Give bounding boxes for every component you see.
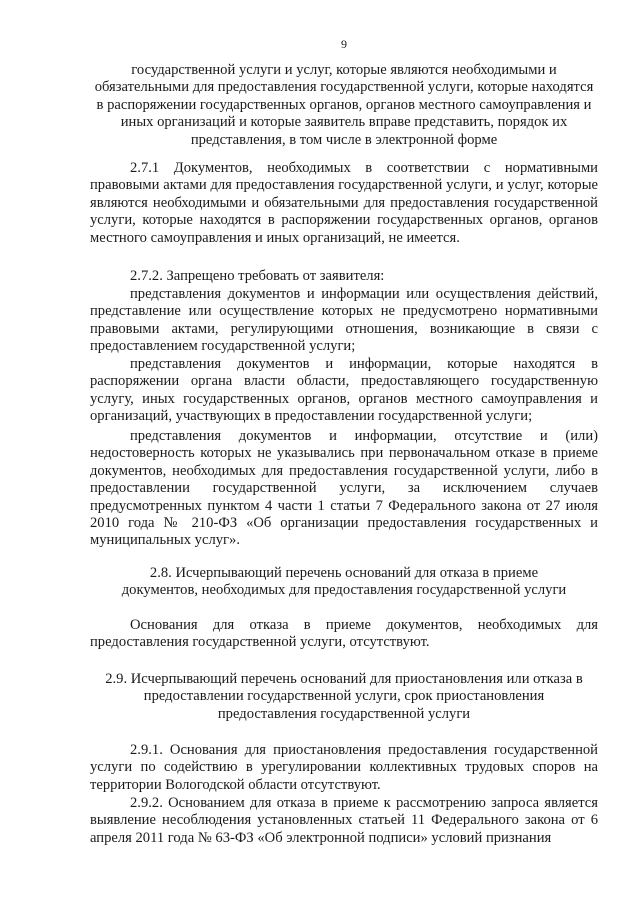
section-heading-2-9 (90, 671, 598, 723)
paragraph-2-7-2: 2.7.2. Запрещено требовать от заявителя: (130, 268, 385, 284)
page-number: 9 (341, 37, 347, 51)
section-heading-2-9-line-1: 2.9. Исчерпывающий перечень оснований для приостановления или отказа в (105, 671, 583, 687)
paragraph-2-9-2: 2.9.2. Основанием для отказа в приеме к рассмотрению запроса является выявление несоблюдения установленных статьей 11 Федерального закона от 6 апреля 2011 года № 63-ФЗ «Об электронной подписи» условий признания (90, 795, 598, 846)
section-heading-2-9-line-2: предоставлении государственной услуги, срок приостановления (143, 688, 545, 705)
paragraph-2-9-1: 2.9.1. Основания для приостановления предоставления государственной услуги по содействию в урегулировании коллективных трудовых споров на территории Вологодской области отсутствуют. (90, 742, 598, 793)
prohibited-requirement-2: представления документов и информации, которые находятся в распоряжении органа власти области, предоставляющего государственную услугу, иных государственных органов, органов местного самоуправления и организаций, участвующих в предоставлении государственной услуги; (90, 356, 598, 425)
prohibited-requirement-1: представления документов и информации или осуществления действий, представление или осуществление которых не предусмотрено нормативными правовыми актами, регулирующими отношения, возникающие в связи с предоставлением государственной услуги; (90, 286, 598, 355)
intro-paragraph: государственной услуги и услуг, которые являются необходимыми и обязательными для предоставления государственной услуги, которые находятся в распоряжении государственных органов, органов местного самоуправления и иных организаций и которые заявитель вправе представить, порядок их представления, в том числе в электронной форме (94, 62, 594, 148)
paragraph-2-8-body: Основания для отказа в приеме документов, необходимых для предоставления государственной услуги, отсутствуют. (90, 617, 598, 651)
section-heading-2-9-line-3: предоставления государственной услуги (217, 705, 471, 722)
prohibited-requirement-3: представления документов и информации, отсутствие и (или) недостоверность которых не указывались при первоначальном отказе в приеме документов, необходимых для предоставления государственной услуги, либо в предоставлении государственной услуги, за исключением случаев предусмотренных пунктом 4 части 1 статьи 7 Федерального закона от 27 июля 2010 года № 210-ФЗ «Об организации предоставления государственных и муниципальных услуг». (90, 428, 598, 549)
section-heading-2-8-line-1: 2.8. Исчерпывающий перечень оснований для отказа в приеме (149, 565, 539, 581)
section-heading-2-8 (90, 565, 598, 600)
document-page (90, 0, 598, 905)
section-heading-2-8-line-2: документов, необходимых для предоставления государственной услуги (121, 582, 567, 599)
paragraph-2-7-1: 2.7.1 Документов, необходимых в соответствии с нормативными правовыми актами для предоставления государственной услуги, и услуг, которые являются необходимыми и обязательными для предоставления государственной услуги, которые находятся в распоряжении государственных органов, органов местного самоуправления и иных организаций, не имеется. (90, 160, 598, 246)
